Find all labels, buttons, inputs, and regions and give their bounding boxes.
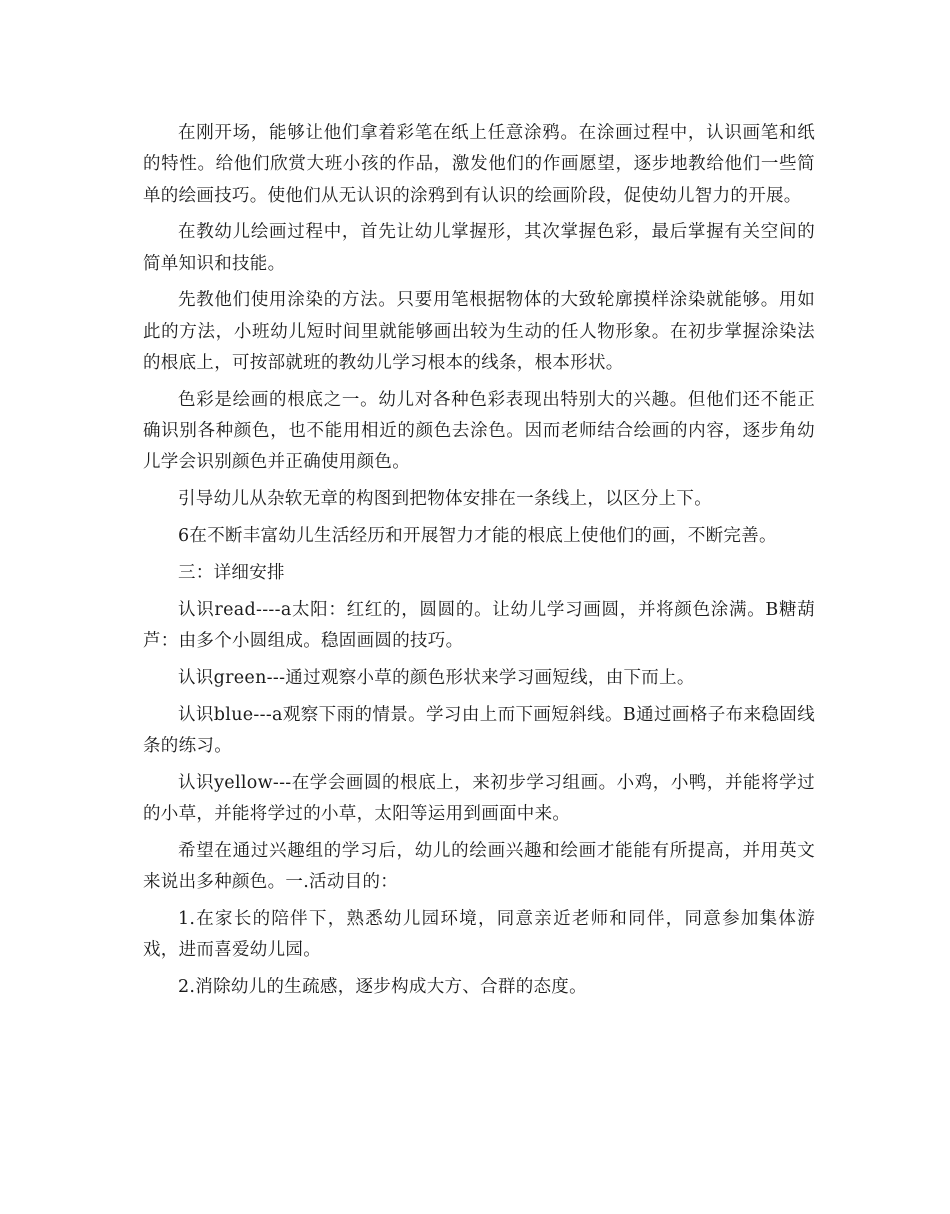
paragraph-green-lesson: 认识green---通过观察小草的颜色形状来学习画短线，由下而上。 — [178, 667, 695, 688]
document-body — [143, 118, 815, 1009]
paragraph-composition: 引导幼儿从杂软无章的构图到把物体安排在一条线上，以区分上下。 — [178, 489, 712, 510]
paragraph-yellow-lesson: 认识yellow---在学会画圆的根底上，来初步学习组画。小鸡，小鸭，并能将学过的小草，并能将学过的小草，太阳等运用到画面中来。 — [143, 772, 815, 824]
list-item-goal-1: 1.在家长的陪伴下，熟悉幼儿园环境，同意亲近老师和同伴，同意参加集体游戏，进而喜爱幼儿园。 — [143, 908, 815, 961]
paragraph-shape-color-space: 在教幼儿绘画过程中，首先让幼儿掌握形，其次掌握色彩，最后掌握有关空间的简单知识和技能。 — [143, 222, 815, 274]
list-item-goal-2: 2.消除幼儿的生疏感，逐步构成大方、合群的态度。 — [178, 976, 587, 997]
paragraph-item-6: 6在不断丰富幼儿生活经历和开展智力才能的根底上使他们的画，不断完善。 — [178, 526, 777, 547]
section-heading-detailed-plan: 三：详细安排 — [178, 562, 285, 583]
paragraph-blue-lesson: 认识blue---a观察下雨的情景。学习由上而下画短斜线。B通过画格子布来稳固线条的练习。 — [143, 704, 815, 756]
paragraph-intro-scribble: 在刚开场，能够让他们拿着彩笔在纸上任意涂鸦。在涂画过程中，认识画笔和纸的特性。给他们欣赏大班小孩的作品，激发他们的作画愿望，逐步地教给他们一些简单的绘画技巧。使他们从无认识的涂鸦到有认识的绘画阶段，促使幼儿智力的开展。 — [143, 123, 815, 206]
paragraph-hope-goals: 希望在通过兴趣组的学习后，幼儿的绘画兴趣和绘画才能能有所提高，并用英文来说出多种颜色。一.活动目的： — [143, 840, 815, 893]
paragraph-color-basics: 色彩是绘画的根底之一。幼儿对各种色彩表现出特别大的兴趣。但他们还不能正确识别各种颜色，也不能用相近的颜色去涂色。因而老师结合绘画的内容，逐步角幼儿学会识别颜色并正确使用颜色。 — [143, 389, 815, 473]
paragraph-red-lesson: 认识read----a太阳：红红的，圆圆的。让幼儿学习画圆，并将颜色涂满。B糖葫芦：由多个小圆组成。稳固画圆的技巧。 — [143, 599, 815, 651]
paragraph-coloring-method: 先教他们使用涂染的方法。只要用笔根据物体的大致轮廓摸样涂染就能够。用如此的方法，小班幼儿短时间里就能够画出较为生动的任人物形象。在初步掌握涂染法的根底上，可按部就班的教幼儿学习根本的线条，根本形状。 — [143, 290, 815, 374]
